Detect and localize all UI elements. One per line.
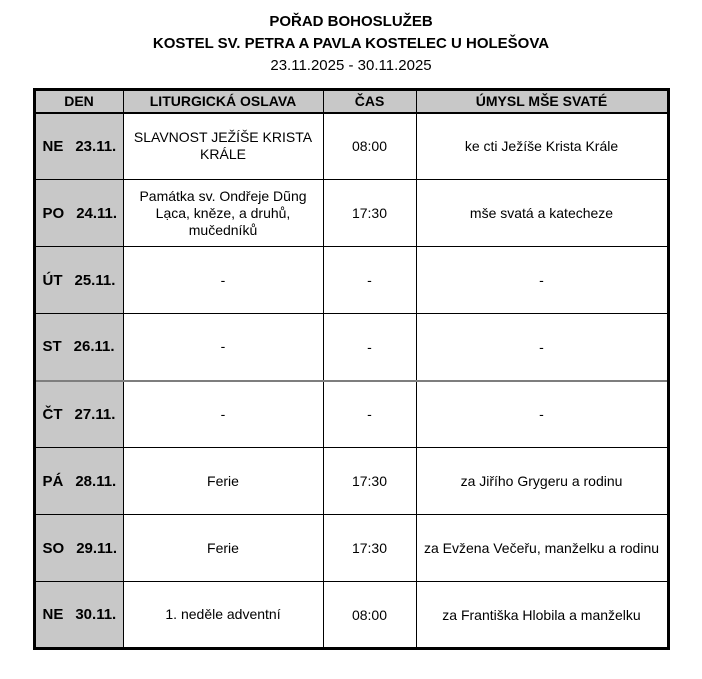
intention-cell: - [416, 381, 668, 448]
date-range: 23.11.2025 - 30.11.2025 [270, 57, 432, 74]
day-date: 26.11. [73, 338, 115, 356]
intention-cell: za Evžena Večeřu, manželku a rodinu [416, 515, 668, 582]
table-row-ne-30 [34, 582, 668, 649]
intention-cell: mše svatá a katecheze [416, 180, 668, 247]
day-abbr: NE [42, 137, 64, 155]
document-header [0, 0, 702, 76]
day-date: 30.11. [75, 606, 117, 623]
day-cell [34, 381, 123, 448]
celebration-cell: 1. neděle adventní [123, 582, 323, 649]
column-header-liturgicka-oslava: LITURGICKÁ OSLAVA [123, 90, 323, 113]
day-abbr: NE [42, 606, 64, 623]
time-cell: - [323, 247, 416, 314]
day-cell [34, 582, 123, 649]
intention-cell: - [416, 314, 668, 381]
column-header-umysl-mse-svate: ÚMYSL MŠE SVATÉ [416, 90, 668, 113]
document-title: POŘAD BOHOSLUŽEB [269, 13, 433, 30]
day-date: 25.11. [74, 271, 116, 289]
celebration-cell: Ferie [123, 448, 323, 515]
table-row-so-29 [34, 515, 668, 582]
table-row-st-26 [34, 314, 668, 381]
column-header-cas: ČAS [323, 90, 416, 113]
day-cell [34, 180, 123, 247]
schedule-table [33, 88, 670, 650]
day-cell [34, 515, 123, 582]
celebration-cell: - [123, 381, 323, 448]
day-date: 23.11. [75, 137, 117, 155]
day-abbr: ÚT [42, 271, 63, 289]
time-cell: 17:30 [323, 515, 416, 582]
celebration-cell: Památka sv. Ondřeje Dũng Lạca, kněze, a druhů, mučedníků [123, 180, 323, 247]
celebration-cell: - [123, 314, 323, 381]
celebration-cell: - [123, 247, 323, 314]
day-cell [34, 247, 123, 314]
celebration-cell: Ferie [123, 515, 323, 582]
table-header-row [34, 90, 668, 113]
day-cell [34, 314, 123, 381]
table-row-ne-23 [34, 113, 668, 180]
table-row-ct-27 [34, 381, 668, 448]
day-abbr: ČT [42, 405, 63, 423]
time-cell: - [323, 381, 416, 448]
day-cell [34, 113, 123, 180]
document-subtitle: KOSTEL SV. PETRA A PAVLA KOSTELEC U HOLEŠOVA [152, 35, 550, 52]
time-cell: 17:30 [323, 180, 416, 247]
intention-cell: za Františka Hlobila a manželku [416, 582, 668, 649]
day-date: 27.11. [74, 405, 116, 423]
intention-cell: - [416, 247, 668, 314]
table-row-ut-25 [34, 247, 668, 314]
table-row-pa-28 [34, 448, 668, 515]
day-date: 29.11. [76, 539, 118, 557]
day-abbr: PÁ [42, 472, 64, 490]
table-row-po-24 [34, 180, 668, 247]
day-abbr: PO [42, 204, 65, 222]
day-date: 28.11. [75, 472, 117, 490]
time-cell: 08:00 [323, 582, 416, 649]
day-cell [34, 448, 123, 515]
celebration-cell: SLAVNOST JEŽÍŠE KRISTA KRÁLE [123, 113, 323, 180]
intention-cell: ke cti Ježíše Krista Krále [416, 113, 668, 180]
day-abbr: ST [42, 338, 62, 356]
time-cell: 08:00 [323, 113, 416, 180]
time-cell: - [323, 314, 416, 381]
day-abbr: SO [42, 539, 65, 557]
time-cell: 17:30 [323, 448, 416, 515]
column-header-den: DEN [34, 90, 123, 113]
intention-cell: za Jiřího Grygeru a rodinu [416, 448, 668, 515]
day-date: 24.11. [76, 204, 118, 222]
